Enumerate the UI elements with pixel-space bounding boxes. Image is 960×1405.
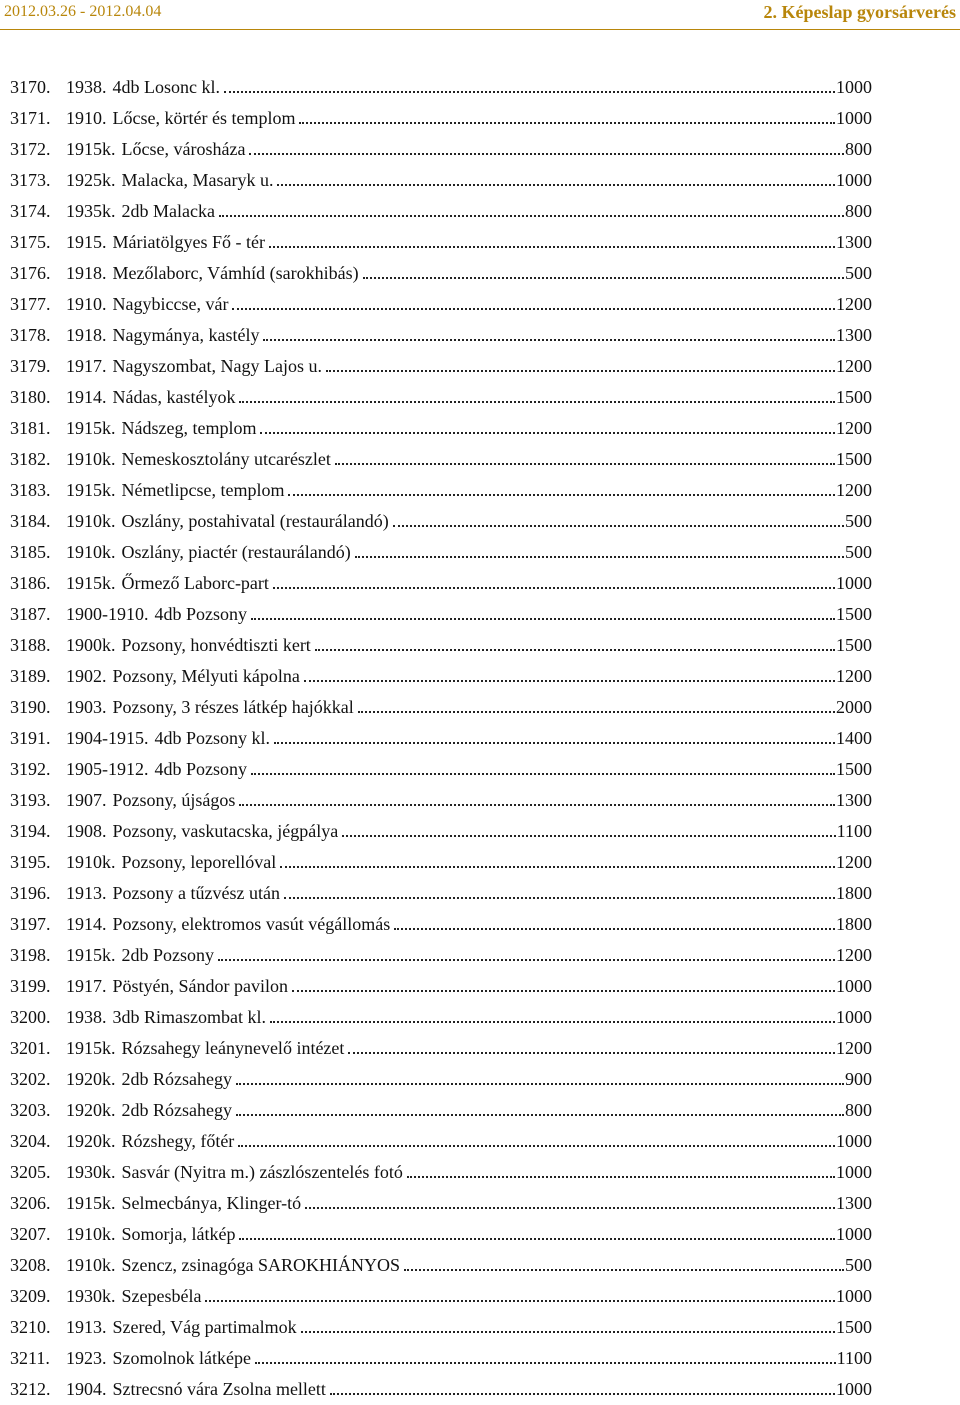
item-description: Pozsony, vaskutacska, jégpálya <box>112 821 339 841</box>
item-number: 3208. <box>10 1255 51 1275</box>
item-price: 800 <box>845 1100 872 1120</box>
item-year: 1917. <box>66 356 107 376</box>
item-price: 1500 <box>836 759 872 779</box>
item-price: 500 <box>845 263 872 283</box>
list-item <box>10 878 872 909</box>
dot-leader <box>251 773 835 775</box>
item-year: 1920k. <box>66 1100 116 1120</box>
item-number: 3186. <box>10 573 51 593</box>
item-year: 1910k. <box>66 449 116 469</box>
item-number: 3198. <box>10 945 51 965</box>
item-description: Szomolnok látképe <box>112 1348 251 1368</box>
item-number: 3209. <box>10 1286 51 1306</box>
date-range: 2012.03.26 - 2012.04.04 <box>4 3 162 20</box>
item-description: 4db Losonc kl. <box>112 77 220 97</box>
item-year: 1920k. <box>66 1069 116 1089</box>
item-number: 3195. <box>10 852 51 872</box>
item-year: 1902. <box>66 666 107 686</box>
list-item <box>10 754 872 785</box>
dot-leader <box>224 91 835 93</box>
dot-leader <box>394 928 835 930</box>
list-item <box>10 1064 872 1095</box>
dot-leader <box>363 277 844 279</box>
dot-leader <box>335 463 835 465</box>
item-price: 1100 <box>836 1348 872 1368</box>
list-item <box>10 940 872 971</box>
item-year: 1915. <box>66 232 107 252</box>
dot-leader <box>288 494 835 496</box>
dot-leader <box>305 1207 835 1209</box>
item-price: 1300 <box>836 790 872 810</box>
item-number: 3190. <box>10 697 51 717</box>
item-description: Nagybiccse, vár <box>112 294 229 314</box>
item-description: Pozsony, elektromos vasút végállomás <box>112 914 391 934</box>
item-year: 1915k. <box>66 1038 116 1058</box>
item-description: 2db Rózsahegy <box>121 1069 232 1089</box>
list-item <box>10 630 872 661</box>
dot-leader <box>330 1393 835 1395</box>
item-price: 1000 <box>836 108 872 128</box>
auction-item-list <box>10 72 872 1405</box>
list-item <box>10 1374 872 1405</box>
item-price: 1000 <box>836 77 872 97</box>
item-price: 1200 <box>836 1038 872 1058</box>
item-price: 800 <box>845 201 872 221</box>
list-item <box>10 568 872 599</box>
item-year: 1910k. <box>66 511 116 531</box>
list-item <box>10 785 872 816</box>
item-price: 1200 <box>836 852 872 872</box>
item-price: 1800 <box>836 883 872 903</box>
item-price: 1000 <box>836 1286 872 1306</box>
item-year: 1908. <box>66 821 107 841</box>
item-year: 1923. <box>66 1348 107 1368</box>
list-item <box>10 475 872 506</box>
item-description: Pöstyén, Sándor pavilon <box>112 976 288 996</box>
list-item <box>10 227 872 258</box>
dot-leader <box>292 990 835 992</box>
item-description: Pozsony a tűzvész után <box>112 883 280 903</box>
item-number: 3207. <box>10 1224 51 1244</box>
dot-leader <box>260 432 835 434</box>
dot-leader <box>239 401 835 403</box>
list-item <box>10 847 872 878</box>
item-description: Nagymánya, kastély <box>112 325 260 345</box>
item-number: 3170. <box>10 77 51 97</box>
dot-leader <box>326 370 835 372</box>
item-year: 1914. <box>66 914 107 934</box>
item-number: 3204. <box>10 1131 51 1151</box>
item-price: 1300 <box>836 232 872 252</box>
item-price: 1500 <box>836 387 872 407</box>
item-description: Lőcse, körtér és templom <box>112 108 296 128</box>
item-number: 3201. <box>10 1038 51 1058</box>
item-price: 800 <box>845 139 872 159</box>
item-number: 3182. <box>10 449 51 469</box>
item-number: 3202. <box>10 1069 51 1089</box>
item-price: 1000 <box>836 1007 872 1027</box>
item-description: Selmecbánya, Klinger-tó <box>121 1193 302 1213</box>
item-description: Rózsahegy leánynevelő intézet <box>121 1038 345 1058</box>
list-item <box>10 909 872 940</box>
item-number: 3212. <box>10 1379 51 1399</box>
item-number: 3199. <box>10 976 51 996</box>
dot-leader <box>269 246 835 248</box>
item-year: 1910. <box>66 294 107 314</box>
item-description: Oszlány, postahivatal (restaurálandó) <box>121 511 389 531</box>
item-number: 3196. <box>10 883 51 903</box>
item-number: 3187. <box>10 604 51 624</box>
list-item <box>10 134 872 165</box>
item-description: Pozsony, újságos <box>112 790 236 810</box>
item-price: 1000 <box>836 170 872 190</box>
item-year: 1915k. <box>66 945 116 965</box>
item-number: 3180. <box>10 387 51 407</box>
list-item <box>10 103 872 134</box>
item-number: 3194. <box>10 821 51 841</box>
dot-leader <box>348 1052 835 1054</box>
item-price: 1200 <box>836 418 872 438</box>
item-price: 1200 <box>836 666 872 686</box>
dot-leader <box>273 587 835 589</box>
dot-leader <box>274 742 835 744</box>
item-year: 1914. <box>66 387 107 407</box>
list-item <box>10 1250 872 1281</box>
item-number: 3174. <box>10 201 51 221</box>
item-price: 1200 <box>836 294 872 314</box>
list-item <box>10 1219 872 1250</box>
dot-leader <box>299 122 835 124</box>
item-price: 2000 <box>836 697 872 717</box>
item-number: 3173. <box>10 170 51 190</box>
list-item <box>10 1002 872 1033</box>
item-number: 3178. <box>10 325 51 345</box>
item-price: 1200 <box>836 356 872 376</box>
item-price: 1200 <box>836 945 872 965</box>
document-title: 2. Képeslap gyorsárverés <box>763 2 956 22</box>
item-description: Pozsony, Mélyuti kápolna <box>112 666 300 686</box>
list-item <box>10 1188 872 1219</box>
list-item <box>10 196 872 227</box>
item-description: Szencz, zsinagóga SAROKHIÁNYOS <box>121 1255 400 1275</box>
list-item <box>10 1126 872 1157</box>
item-description: Szered, Vág partimalmok <box>112 1317 297 1337</box>
item-price: 1500 <box>836 449 872 469</box>
item-price: 1800 <box>836 914 872 934</box>
item-year: 1918. <box>66 263 107 283</box>
item-price: 1400 <box>836 728 872 748</box>
list-item <box>10 1033 872 1064</box>
item-year: 1915k. <box>66 139 116 159</box>
item-year: 1910k. <box>66 1255 116 1275</box>
dot-leader <box>355 556 844 558</box>
item-year: 1907. <box>66 790 107 810</box>
list-item <box>10 1343 872 1374</box>
list-item <box>10 692 872 723</box>
item-year: 1915k. <box>66 418 116 438</box>
list-item <box>10 289 872 320</box>
item-price: 1000 <box>836 1224 872 1244</box>
dot-leader <box>239 1238 835 1240</box>
list-item <box>10 599 872 630</box>
item-price: 1200 <box>836 480 872 500</box>
item-number: 3203. <box>10 1100 51 1120</box>
item-year: 1913. <box>66 883 107 903</box>
item-price: 1500 <box>836 604 872 624</box>
dot-leader <box>255 1362 836 1364</box>
dot-leader <box>249 153 844 155</box>
item-year: 1915k. <box>66 573 116 593</box>
dot-leader <box>315 649 835 651</box>
item-number: 3177. <box>10 294 51 314</box>
item-number: 3188. <box>10 635 51 655</box>
item-number: 3181. <box>10 418 51 438</box>
item-description: 3db Rimaszombat kl. <box>112 1007 266 1027</box>
item-description: 4db Pozsony <box>154 604 248 624</box>
item-description: 4db Pozsony kl. <box>154 728 271 748</box>
item-price: 1000 <box>836 976 872 996</box>
item-year: 1925k. <box>66 170 116 190</box>
item-year: 1904. <box>66 1379 107 1399</box>
item-description: Nemeskosztolány utcarészlet <box>121 449 331 469</box>
item-description: 4db Pozsony <box>154 759 248 779</box>
item-year: 1917. <box>66 976 107 996</box>
item-number: 3184. <box>10 511 51 531</box>
item-price: 1000 <box>836 573 872 593</box>
item-description: Sztrecsnó vára Zsolna mellett <box>112 1379 326 1399</box>
item-year: 1915k. <box>66 480 116 500</box>
item-number: 3210. <box>10 1317 51 1337</box>
item-year: 1913. <box>66 1317 107 1337</box>
item-number: 3179. <box>10 356 51 376</box>
item-year: 1910. <box>66 108 107 128</box>
dot-leader <box>236 1114 844 1116</box>
dot-leader <box>239 804 835 806</box>
item-number: 3205. <box>10 1162 51 1182</box>
list-item <box>10 723 872 754</box>
list-item <box>10 1157 872 1188</box>
item-description: 2db Rózsahegy <box>121 1100 232 1120</box>
item-number: 3193. <box>10 790 51 810</box>
item-description: 2db Malacka <box>121 201 215 221</box>
item-price: 500 <box>845 542 872 562</box>
dot-leader <box>218 959 835 961</box>
header-divider <box>0 29 960 30</box>
list-item <box>10 537 872 568</box>
item-number: 3197. <box>10 914 51 934</box>
item-number: 3211. <box>10 1348 50 1368</box>
item-price: 1500 <box>836 635 872 655</box>
item-price: 1000 <box>836 1379 872 1399</box>
item-number: 3176. <box>10 263 51 283</box>
item-description: 2db Pozsony <box>121 945 215 965</box>
dot-leader <box>358 711 835 713</box>
item-description: Nádas, kastélyok <box>112 387 236 407</box>
item-number: 3183. <box>10 480 51 500</box>
item-number: 3171. <box>10 108 51 128</box>
item-year: 1938. <box>66 1007 107 1027</box>
dot-leader <box>219 215 844 217</box>
item-price: 1000 <box>836 1162 872 1182</box>
item-year: 1910k. <box>66 852 116 872</box>
dot-leader <box>301 1331 835 1333</box>
list-item <box>10 165 872 196</box>
item-price: 900 <box>845 1069 872 1089</box>
list-item <box>10 1281 872 1312</box>
item-number: 3185. <box>10 542 51 562</box>
list-item <box>10 320 872 351</box>
item-price: 1300 <box>836 325 872 345</box>
list-item <box>10 413 872 444</box>
list-item <box>10 506 872 537</box>
list-item <box>10 661 872 692</box>
list-item <box>10 971 872 1002</box>
dot-leader <box>404 1269 844 1271</box>
item-description: Pozsony, leporellóval <box>121 852 277 872</box>
item-description: Pozsony, 3 részes látkép hajókkal <box>112 697 354 717</box>
item-description: Mezőlaborc, Vámhíd (sarokhibás) <box>112 263 359 283</box>
dot-leader <box>251 618 835 620</box>
dot-leader <box>205 1300 835 1302</box>
item-year: 1905-1912. <box>66 759 149 779</box>
item-price: 1100 <box>836 821 872 841</box>
item-number: 3189. <box>10 666 51 686</box>
item-price: 1500 <box>836 1317 872 1337</box>
item-description: Somorja, látkép <box>121 1224 236 1244</box>
list-item <box>10 444 872 475</box>
item-description: Szepesbéla <box>121 1286 202 1306</box>
item-description: Rózshegy, főtér <box>121 1131 235 1151</box>
item-description: Oszlány, piactér (restaurálandó) <box>121 542 351 562</box>
dot-leader <box>342 835 835 837</box>
dot-leader <box>277 184 835 186</box>
item-number: 3175. <box>10 232 51 252</box>
item-price: 1000 <box>836 1131 872 1151</box>
dot-leader <box>280 866 835 868</box>
item-description: Németlipcse, templom <box>121 480 285 500</box>
item-description: Őrmező Laborc-part <box>121 573 269 593</box>
item-year: 1918. <box>66 325 107 345</box>
list-item <box>10 816 872 847</box>
list-item <box>10 1095 872 1126</box>
item-description: Nádszeg, templom <box>121 418 257 438</box>
dot-leader <box>270 1021 835 1023</box>
list-item <box>10 1312 872 1343</box>
item-year: 1935k. <box>66 201 116 221</box>
dot-leader <box>263 339 835 341</box>
item-description: Pozsony, honvédtiszti kert <box>121 635 311 655</box>
item-price: 500 <box>845 511 872 531</box>
item-year: 1910k. <box>66 542 116 562</box>
item-description: Lőcse, városháza <box>121 139 246 159</box>
item-year: 1904-1915. <box>66 728 149 748</box>
dot-leader <box>238 1145 835 1147</box>
item-year: 1910k. <box>66 1224 116 1244</box>
item-price: 500 <box>845 1255 872 1275</box>
list-item <box>10 382 872 413</box>
dot-leader <box>407 1176 835 1178</box>
dot-leader <box>232 308 835 310</box>
item-year: 1938. <box>66 77 107 97</box>
item-number: 3206. <box>10 1193 51 1213</box>
item-number: 3191. <box>10 728 51 748</box>
item-description: Nagyszombat, Nagy Lajos u. <box>112 356 322 376</box>
item-price: 1300 <box>836 1193 872 1213</box>
page-header <box>0 0 960 30</box>
item-year: 1900k. <box>66 635 116 655</box>
item-description: Malacka, Masaryk u. <box>121 170 274 190</box>
dot-leader <box>236 1083 844 1085</box>
dot-leader <box>284 897 835 899</box>
item-description: Máriatölgyes Fő - tér <box>112 232 265 252</box>
item-year: 1930k. <box>66 1162 116 1182</box>
item-number: 3200. <box>10 1007 51 1027</box>
item-year: 1930k. <box>66 1286 116 1306</box>
item-number: 3192. <box>10 759 51 779</box>
list-item <box>10 351 872 382</box>
item-description: Sasvár (Nyitra m.) zászlószentelés fotó <box>121 1162 403 1182</box>
item-year: 1920k. <box>66 1131 116 1151</box>
item-year: 1903. <box>66 697 107 717</box>
item-number: 3172. <box>10 139 51 159</box>
list-item <box>10 72 872 103</box>
dot-leader <box>393 525 844 527</box>
item-year: 1915k. <box>66 1193 116 1213</box>
item-year: 1900-1910. <box>66 604 149 624</box>
dot-leader <box>304 680 835 682</box>
list-item <box>10 258 872 289</box>
